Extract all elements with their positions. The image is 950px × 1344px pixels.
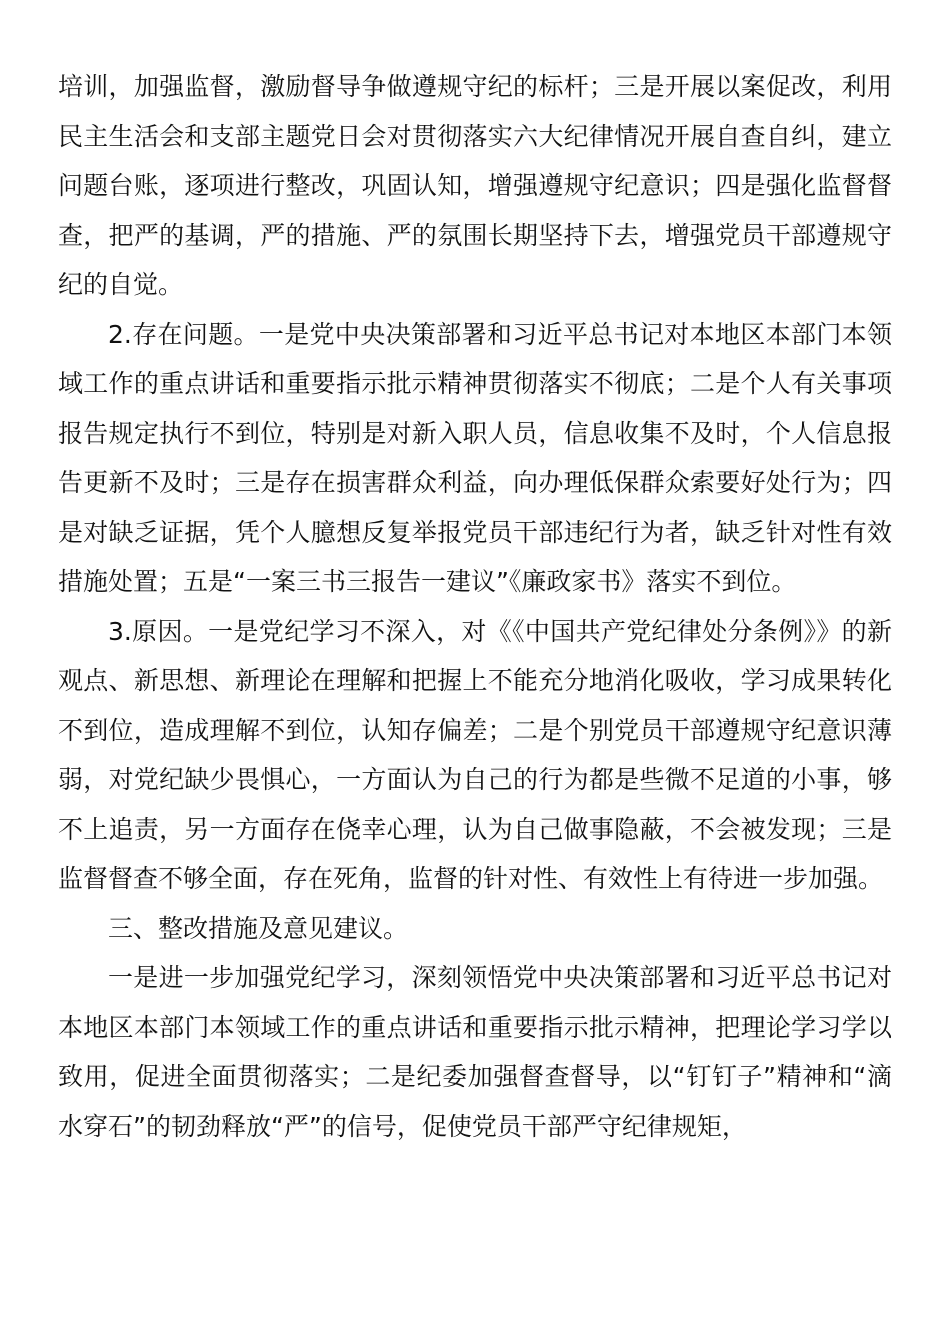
paragraph-causes: 3.原因。一是党纪学习不深入，对《《中国共产党纪律处分条例》》的新观点、新思想、新理论在理解和把握上不能充分地消化吸收，学习成果转化不到位，造成理解不到位，认知存偏差；二是个别党员干部遵规守纪意识薄弱，对党纪缺少畏惧心，一方面认为自己的行为都是些微不足道的小事，够不上追责，另一方面存在侥幸心理，认为自己做事隐蔽，不会被发现；三是监督督查不够全面，存在死角，监督的针对性、有效性上有待进一步加强。: [58, 616, 892, 893]
paragraph-rectification-measures: 一是进一步加强党纪学习，深刻领悟党中央决策部署和习近平总书记对本地区本部门本领域工作的重点讲话和重要指示批示精神，把理论学习学以致用，促进全面贯彻落实；二是纪委加强督查督导，以“钉钉子”精神和“滴水穿石”的韧劲释放“严”的信号，促使党员干部严守纪律规矩，: [58, 963, 892, 1141]
section-heading-rectification: 三、整改措施及意见建议。: [108, 913, 409, 943]
paragraph-continuation: 培训，加强监督，激励督导争做遵规守纪的标杆；三是开展以案促改，利用民主生活会和支部主题党日会对贯彻落实六大纪律情况开展自查自纠，建立问题台账，逐项进行整改，巩固认知，增强遵规守纪意识；四是强化监督督查，把严的基调，严的措施、严的氛围长期坚持下去，增强党员干部遵规守纪的自觉。: [58, 72, 892, 299]
document-page: [58, 62, 892, 1151]
paragraph-existing-problems: 2.存在问题。一是党中央决策部署和习近平总书记对本地区本部门本领域工作的重点讲话和重要指示批示精神贯彻落实不彻底；二是个人有关事项报告规定执行不到位，特别是对新入职人员，信息收集不及时，个人信息报告更新不及时；三是存在损害群众利益，向办理低保群众索要好处行为；四是对缺乏证据，凭个人臆想反复举报党员干部违纪行为者，缺乏针对性有效措施处置；五是“一案三书三报告一建议”《廉政家书》落实不到位。: [58, 319, 892, 596]
